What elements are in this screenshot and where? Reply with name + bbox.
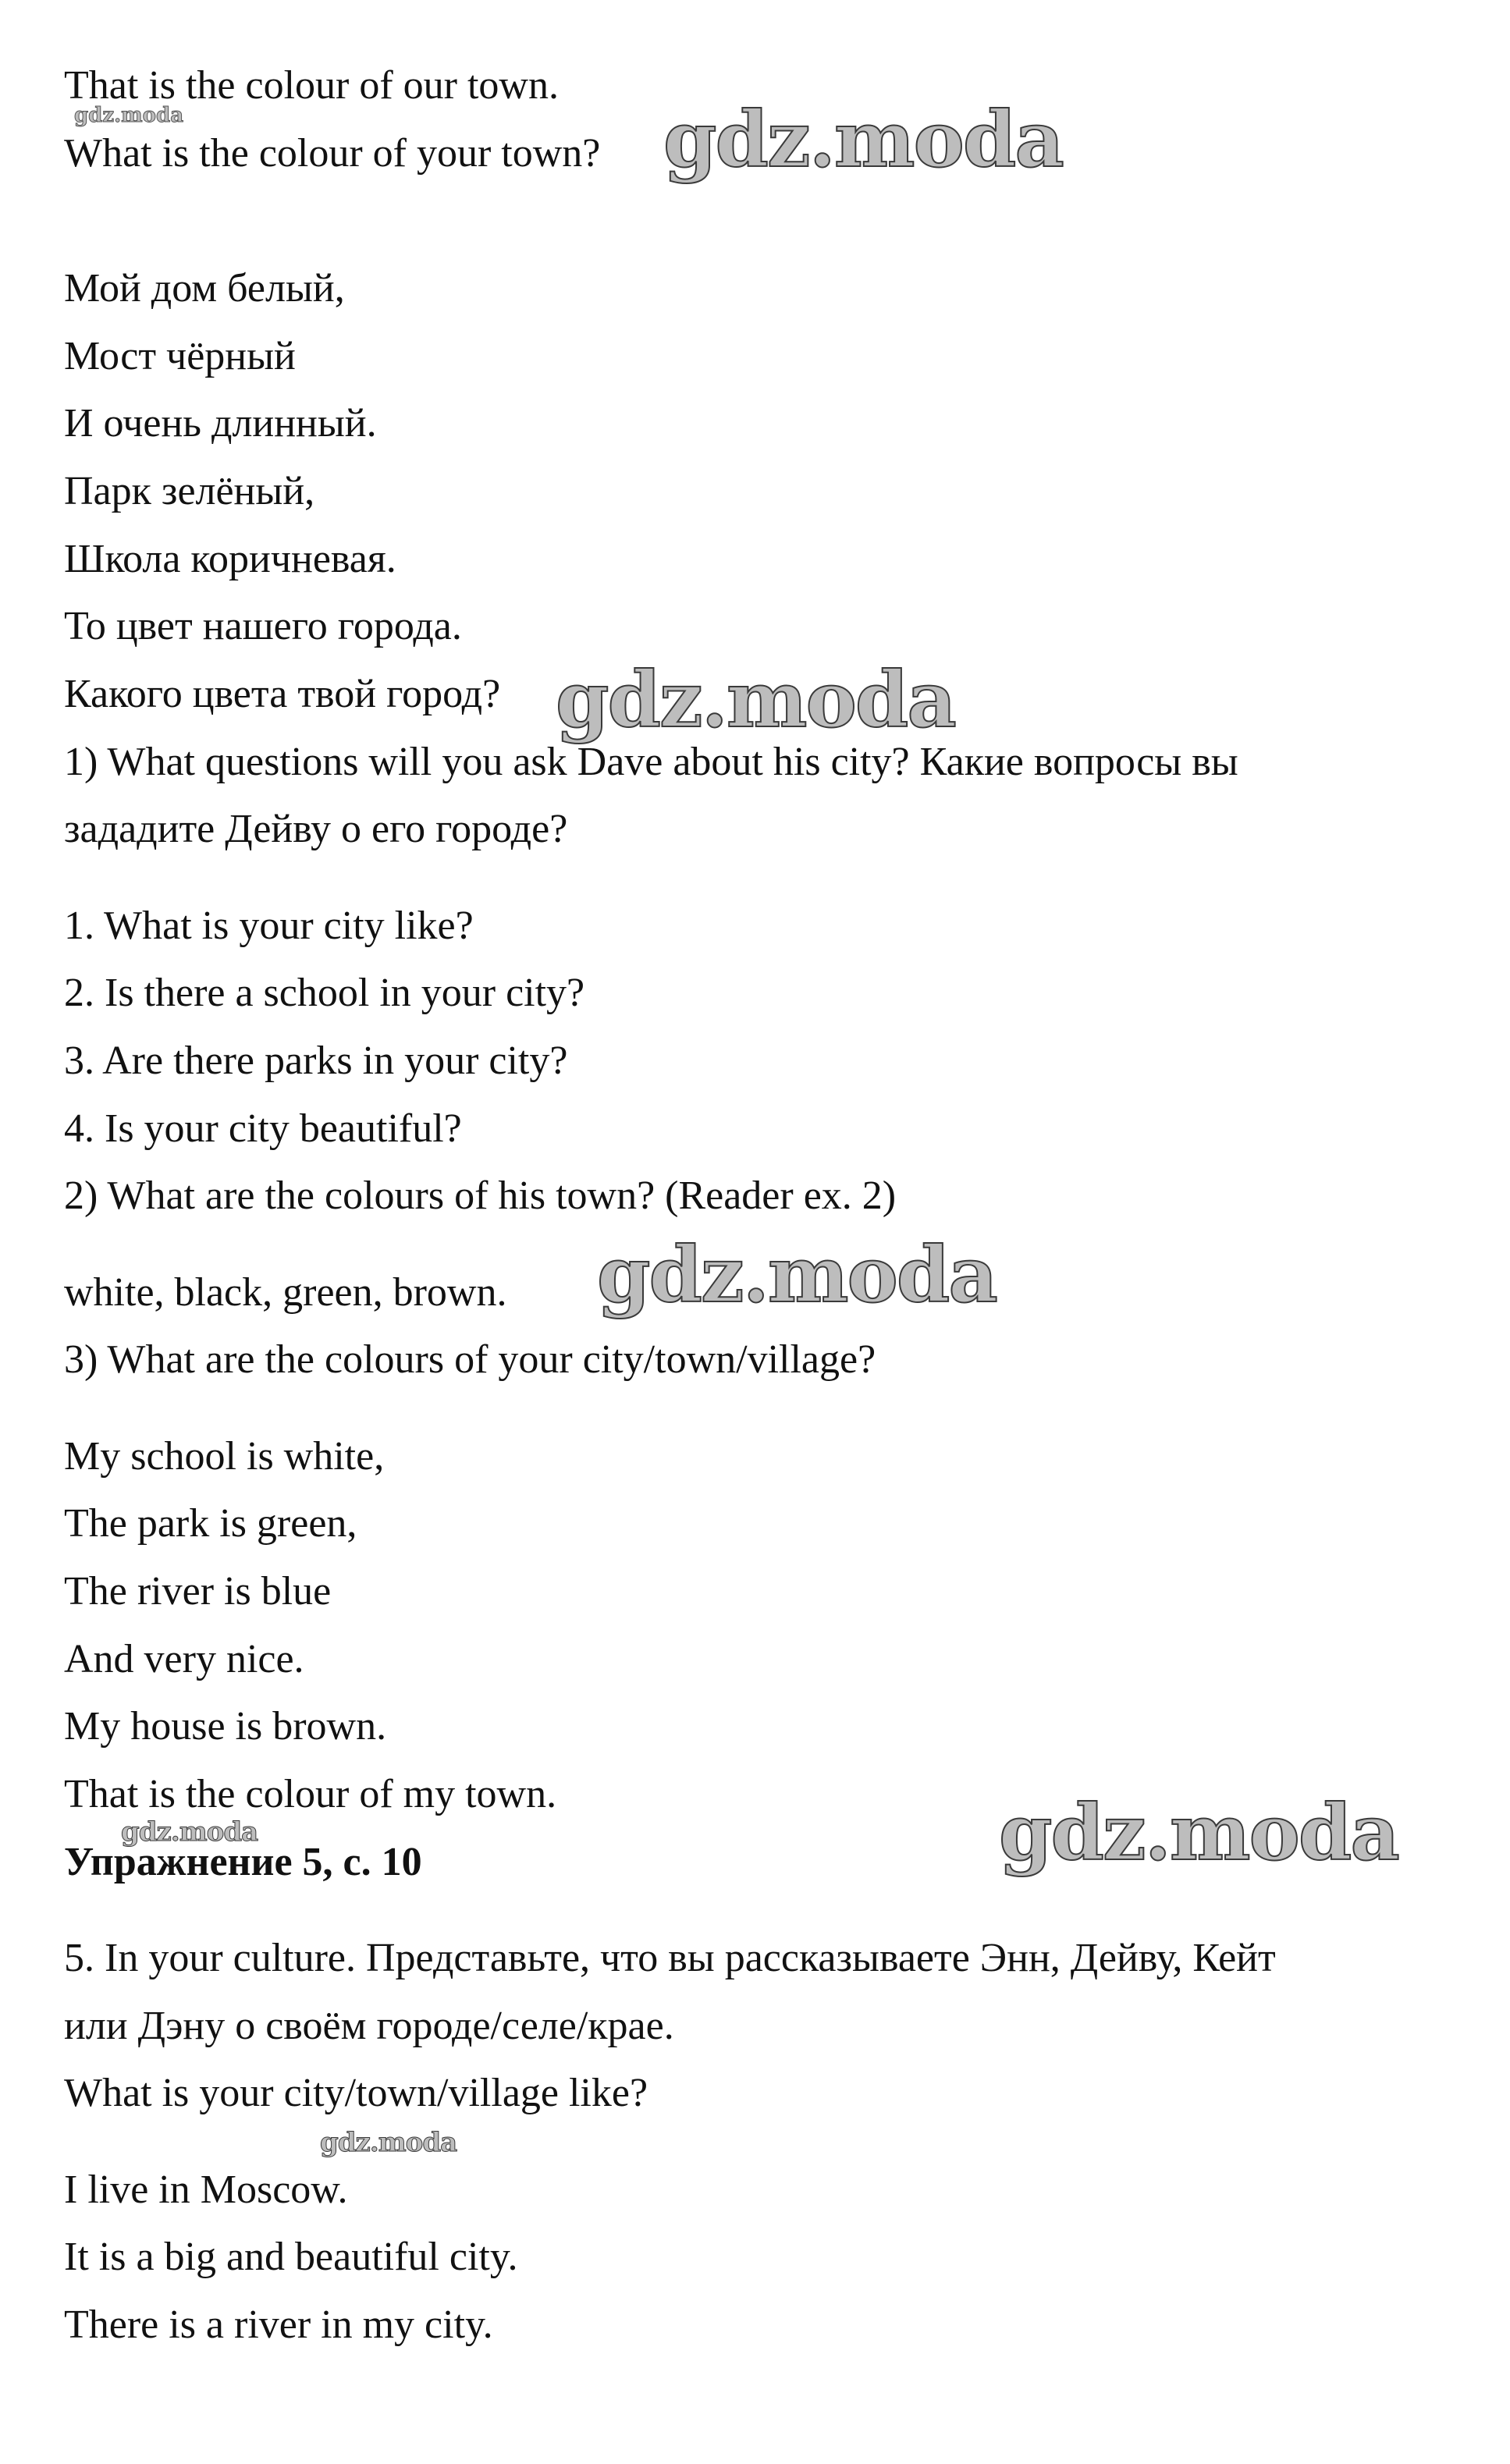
text-line: What is your city/town/village like? bbox=[64, 2071, 648, 2115]
text-line: white, black, green, brown. bbox=[64, 1270, 507, 1315]
text-line: My house is brown. bbox=[64, 1704, 387, 1749]
watermark: gdz.moda bbox=[74, 104, 184, 127]
list-item: 4. Is your city beautiful? bbox=[64, 1106, 462, 1151]
text-line: I live in Moscow. bbox=[64, 2168, 348, 2212]
text-line: My school is white, bbox=[64, 1434, 385, 1479]
watermark: gdz.moda bbox=[999, 1788, 1398, 1878]
text-line: There is a river in my city. bbox=[64, 2302, 493, 2347]
watermark: gdz.moda bbox=[121, 1816, 258, 1848]
text-line: Парк зелёный, bbox=[64, 469, 315, 513]
text-line: The river is blue bbox=[64, 1569, 332, 1614]
text-line: И очень длинный. bbox=[64, 401, 377, 446]
list-item: 1. What is your city like? bbox=[64, 904, 474, 948]
text-line: The park is green, bbox=[64, 1501, 357, 1546]
text-line: It is a big and beautiful city. bbox=[64, 2235, 518, 2279]
text-line: 1) What questions will you ask Dave about his city? Какие вопросы вы bbox=[64, 740, 1238, 784]
text-line: And very nice. bbox=[64, 1637, 304, 1681]
text-line: Мой дом белый, bbox=[64, 266, 345, 311]
text-line: 2) What are the colours of his town? (Reader ex. 2) bbox=[64, 1173, 897, 1218]
text-line: или Дэну о своём городе/селе/крае. bbox=[64, 2004, 674, 2048]
text-line: 5. In your culture. Представьте, что вы рассказываете Энн, Дейву, Кейт bbox=[64, 1936, 1276, 1980]
text-line: Школа коричневая. bbox=[64, 537, 396, 581]
watermark: gdz.moda bbox=[320, 2127, 457, 2158]
text-line: зададите Дейву о его городе? bbox=[64, 807, 568, 851]
watermark: gdz.moda bbox=[597, 1230, 997, 1320]
text-line: То цвет нашего города. bbox=[64, 604, 462, 648]
text-line: Какого цвета твой город? bbox=[64, 672, 501, 716]
text-line: That is the colour of our town. bbox=[64, 63, 559, 108]
watermark: gdz.moda bbox=[556, 655, 955, 745]
text-line: Мост чёрный bbox=[64, 334, 296, 378]
section-heading: Упражнение 5, с. 10 bbox=[64, 1840, 422, 1884]
watermark: gdz.moda bbox=[663, 95, 1063, 185]
text-line: What is the colour of your town? bbox=[64, 131, 601, 176]
list-item: 2. Is there a school in your city? bbox=[64, 971, 585, 1015]
text-line: That is the colour of my town. bbox=[64, 1772, 557, 1816]
list-item: 3. Are there parks in your city? bbox=[64, 1039, 568, 1083]
text-line: 3) What are the colours of your city/town/village? bbox=[64, 1337, 876, 1382]
